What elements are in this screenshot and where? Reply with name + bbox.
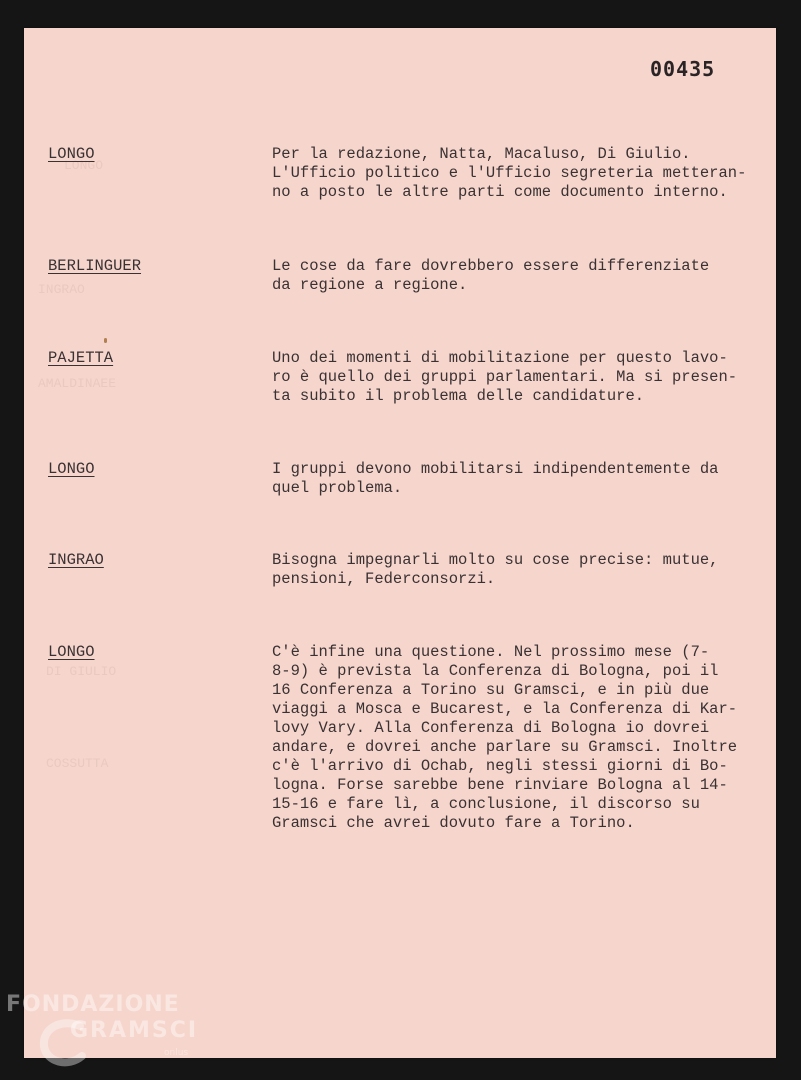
fondazione-gramsci-logo xyxy=(6,992,206,1072)
ink-mark xyxy=(104,338,107,343)
speaker-label: INGRAO xyxy=(48,551,104,569)
show-through-text: DI GIULIO xyxy=(46,664,117,679)
statement-text: Bisogna impegnarli molto su cose precise: mutue, pensioni, Federconsorzi. xyxy=(272,551,719,588)
speaker-label: LONGO xyxy=(48,145,95,163)
statement-text: C'è infine una questione. Nel prossimo mese (7- 8-9) è prevista la Conferenza di Bologna, poi il 16 Conferenza a Torino su Gramsci, e in più due viaggi a Mosca e Bucarest, e la Conferenza di Kar- lovy Vary. Alla Conferenza di Bologna io dovrei andare, e dovrei anche parlare su Gramsci. Inoltre c'è l'arrivo di Ochab, negli stessi giorni di Bo- logna. Forse sarebbe bene rinviare Bologna al 14- 15-16 e fare lì, a conclusione, il discorso su Gramsci che avrei dovuto fare a Torino. xyxy=(272,643,738,832)
show-through-text: AMALDINAEE xyxy=(38,376,117,391)
statement-text: Per la redazione, Natta, Macaluso, Di Giulio. L'Ufficio politico e l'Ufficio segreteria metteran- no a posto le altre parti come documento interno. xyxy=(272,145,747,201)
logo-text-line1: FONDAZIONE xyxy=(6,992,180,1017)
speaker-label: LONGO xyxy=(48,460,95,478)
statement-text: Le cose da fare dovrebbero essere differenziate da regione a regione. xyxy=(272,257,710,294)
speaker-label: BERLINGUER xyxy=(48,257,142,275)
speaker-label: PAJETTA xyxy=(48,349,114,367)
show-through-text: LONGO xyxy=(64,158,104,173)
logo-text-line2: GRAMSCI xyxy=(70,1018,199,1043)
page-number: 00435 xyxy=(650,57,716,81)
show-through-text: INGRAO xyxy=(38,282,85,297)
statement-text: I gruppi devono mobilitarsi indipendentemente da quel problema. xyxy=(272,460,719,497)
statement-text: Uno dei momenti di mobilitazione per questo lavo- ro è quello dei gruppi parlamentari. Ma si presen- ta subito il problema delle candidature. xyxy=(272,349,738,405)
speaker-label: LONGO xyxy=(48,643,95,661)
show-through-text: COSSUTTA xyxy=(46,756,109,771)
logo-subtext: onlus xyxy=(164,1048,189,1058)
